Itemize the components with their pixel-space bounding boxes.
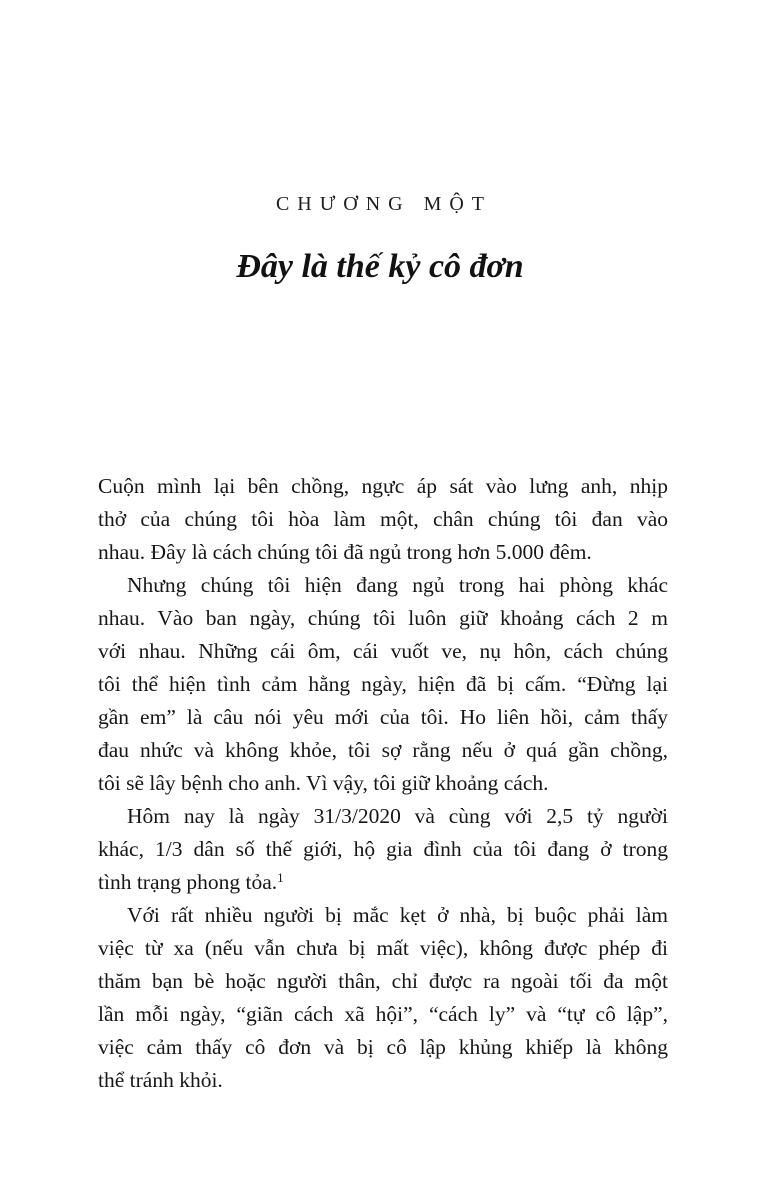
text-line: nhau. Vào ban ngày, chúng tôi luôn giữ khoảng cách 2 m	[98, 606, 668, 630]
body-text	[98, 470, 668, 1097]
paragraph-3	[98, 800, 668, 899]
text-line: lần mỗi ngày, “giãn cách xã hội”, “cách ly” và “tự cô lập”,	[98, 1002, 668, 1026]
text-line: gần em” là câu nói yêu mới của tôi. Ho liên hồi, cảm thấy	[98, 705, 668, 729]
text-line: Hôm nay là ngày 31/3/2020 và cùng với 2,5 tỷ người	[127, 804, 668, 828]
text-line: nhau. Đây là cách chúng tôi đã ngủ trong hơn 5.000 đêm.	[98, 540, 592, 564]
text-line-fragment: tình trạng phong tỏa.	[98, 870, 278, 894]
text-line: khác, 1/3 dân số thế giới, hộ gia đình của tôi đang ở trong	[98, 837, 668, 861]
text-line: việc từ xa (nếu vẫn chưa bị mất việc), không được phép đi	[98, 936, 668, 960]
text-line: với nhau. Những cái ôm, cái vuốt ve, nụ hôn, cách chúng	[98, 639, 668, 663]
text-line: thể tránh khỏi.	[98, 1068, 223, 1092]
paragraph-4	[98, 899, 668, 1097]
paragraph-1	[98, 470, 668, 569]
footnote-marker: 1	[277, 870, 284, 885]
chapter-label: CHƯƠNG MỘT	[275, 193, 493, 215]
paragraph-2	[98, 569, 668, 800]
text-line: việc cảm thấy cô đơn và bị cô lập khủng khiếp là không	[98, 1035, 668, 1059]
text-line	[98, 866, 668, 899]
text-line: tôi thể hiện tình cảm hằng ngày, hiện đã bị cấm. “Đừng lại	[98, 672, 668, 696]
text-line: Nhưng chúng tôi hiện đang ngủ trong hai phòng khác	[127, 573, 668, 597]
text-line: đau nhức và không khỏe, tôi sợ rằng nếu ở quá gần chồng,	[98, 738, 668, 762]
chapter-title: Đây là thế kỷ cô đơn	[236, 248, 524, 285]
text-line: tôi sẽ lây bệnh cho anh. Vì vậy, tôi giữ khoảng cách.	[98, 771, 549, 795]
text-line: thăm bạn bè hoặc người thân, chỉ được ra ngoài tối đa một	[98, 969, 668, 993]
text-line: Cuộn mình lại bên chồng, ngực áp sát vào lưng anh, nhịp	[98, 474, 668, 498]
text-line: Với rất nhiều người bị mắc kẹt ở nhà, bị buộc phải làm	[127, 903, 668, 927]
text-line: thở của chúng tôi hòa làm một, chân chúng tôi đan vào	[98, 507, 668, 531]
